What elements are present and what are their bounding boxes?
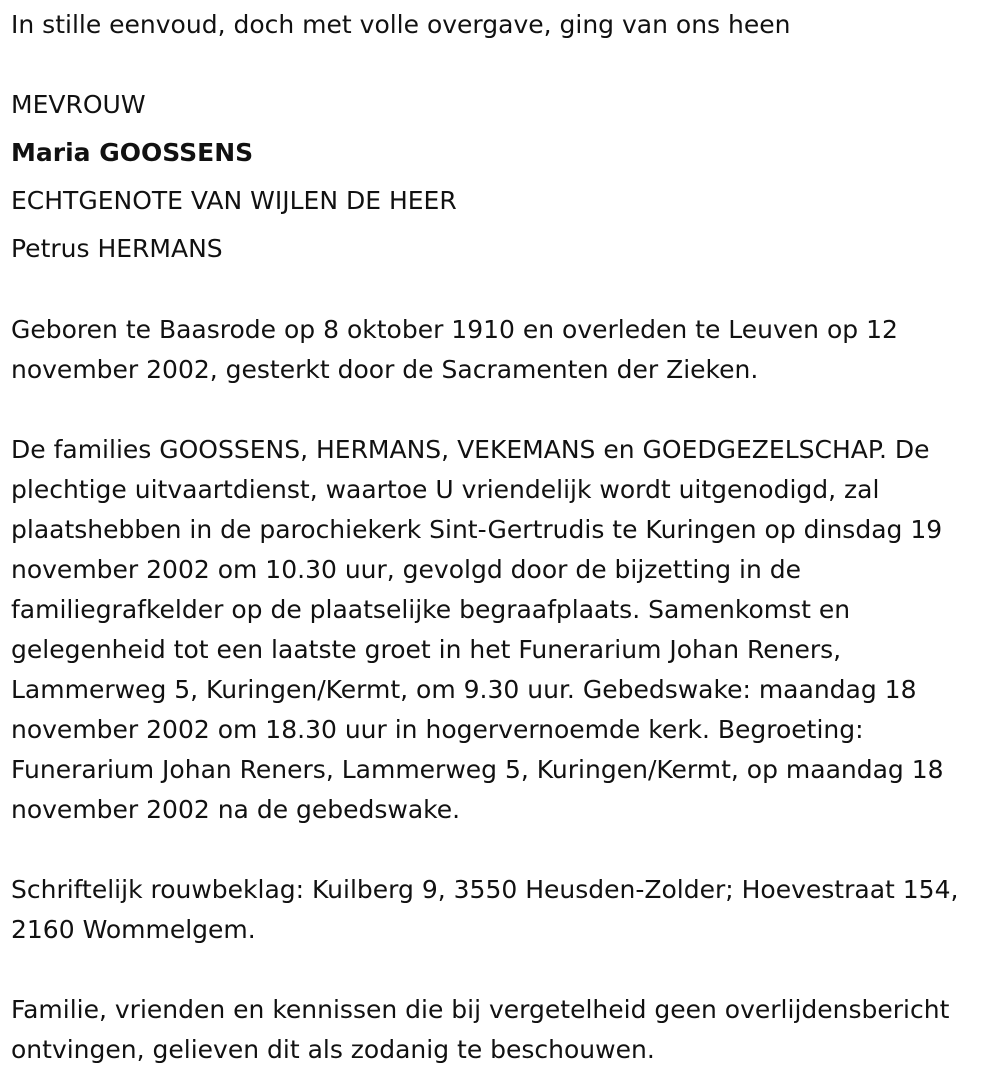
notice-paragraph: Familie, vrienden en kennissen die bij vergetelheid geen overlijdensbericht ontvingen, gelieven dit als zodanig te beschouwen.	[11, 995, 950, 1064]
deceased-name: Maria GOOSSENS	[11, 138, 254, 167]
birth-death-paragraph: Geboren te Baasrode op 8 oktober 1910 en overleden te Leuven op 12 november 2002, gesterkt door de Sacramenten der Zieken.	[11, 315, 898, 384]
condolences-paragraph: Schriftelijk rouwbeklag: Kuilberg 9, 3550 Heusden-Zolder; Hoevestraat 154, 2160 Wommelgem.	[11, 875, 959, 944]
spouse-label: ECHTGENOTE VAN WIJLEN DE HEER	[11, 186, 457, 215]
salutation: MEVROUW	[11, 90, 146, 119]
funeral-paragraph: De families GOOSSENS, HERMANS, VEKEMANS en GOEDGEZELSCHAP. De plechtige uitvaartdienst, waartoe U vriendelijk wordt uitgenodigd, zal plaatshebben in de parochiekerk Sint-Gertrudis te Kuringen op dinsdag 19 november 2002 om 10.30 uur, gevolgd door de bijzetting in de familiegrafkelder op de plaatselijke begraafplaats. Samenkomst en gelegenheid tot een laatste groet in het Funerarium Johan Reners, Lammerweg 5, Kuringen/Kermt, om 9.30 uur. Gebedswake: maandag 18 november 2002 om 18.30 uur in hogervernoemde kerk. Begroeting: Funerarium Johan Reners, Lammerweg 5, Kuringen/Kermt, op maandag 18 november 2002 na de gebedswake.	[11, 435, 944, 824]
spouse-name: Petrus HERMANS	[11, 234, 223, 263]
intro-line: In stille eenvoud, doch met volle overgave, ging van ons heen	[11, 10, 791, 39]
